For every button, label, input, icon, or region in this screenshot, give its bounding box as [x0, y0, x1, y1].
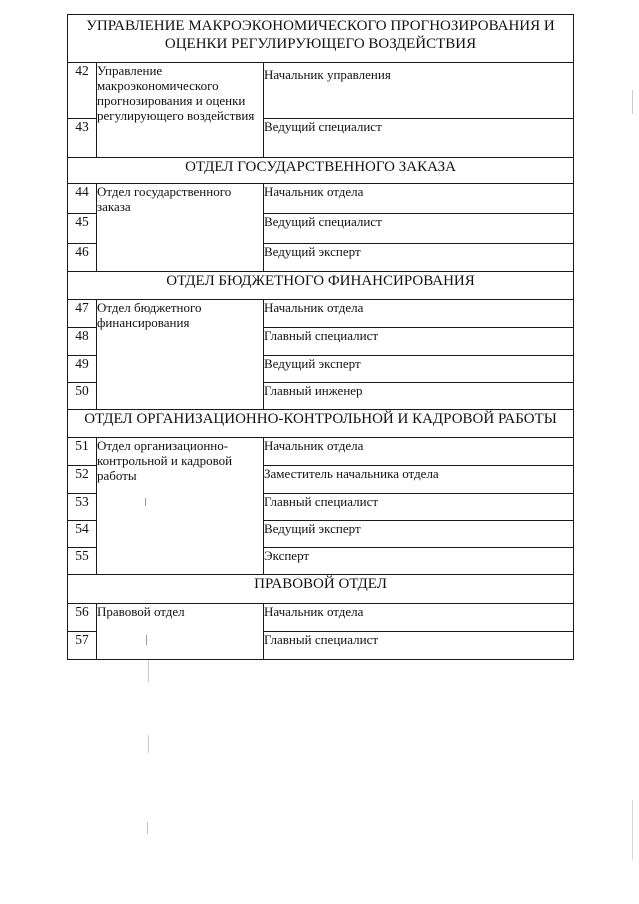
- section-header-row: [68, 15, 574, 63]
- row-number: 46: [68, 244, 97, 272]
- scan-speck: [148, 735, 149, 753]
- position-name: Заместитель начальника отдела: [264, 466, 574, 494]
- row-number: 56: [68, 604, 97, 632]
- department-name: Отдел бюджетного финансирования: [97, 300, 264, 410]
- section-title: ОТДЕЛ БЮДЖЕТНОГО ФИНАНСИРОВАНИЯ: [68, 272, 574, 300]
- section-header-row: [68, 410, 574, 438]
- table-row: [68, 604, 574, 632]
- scan-speck: [145, 498, 146, 506]
- table-row: [68, 300, 574, 328]
- position-name: Главный специалист: [264, 632, 574, 660]
- scan-speck: [632, 90, 633, 114]
- position-name: Начальник управления: [264, 63, 574, 119]
- section-header-row: [68, 272, 574, 300]
- scan-speck: [632, 800, 633, 860]
- position-name: Ведущий эксперт: [264, 244, 574, 272]
- department-name: Управление макроэкономического прогнозирования и оценки регулирующего воздействия: [97, 63, 264, 158]
- row-number: 45: [68, 214, 97, 244]
- scan-speck: [148, 660, 149, 682]
- table-row: [68, 438, 574, 466]
- position-name: Начальник отдела: [264, 184, 574, 214]
- position-name: Ведущий эксперт: [264, 356, 574, 383]
- row-number: 57: [68, 632, 97, 660]
- row-number: 44: [68, 184, 97, 214]
- position-name: Начальник отдела: [264, 438, 574, 466]
- section-title: УПРАВЛЕНИЕ МАКРОЭКОНОМИЧЕСКОГО ПРОГНОЗИРОВАНИЯ И ОЦЕНКИ РЕГУЛИРУЮЩЕГО ВОЗДЕЙСТВИЯ: [68, 15, 574, 63]
- section-title: ПРАВОВОЙ ОТДЕЛ: [68, 575, 574, 604]
- table-row: [68, 63, 574, 119]
- row-number: 53: [68, 494, 97, 521]
- row-number: 49: [68, 356, 97, 383]
- positions-table: [67, 14, 574, 660]
- position-name: Главный инженер: [264, 383, 574, 410]
- scan-speck: [146, 635, 147, 645]
- section-title: ОТДЕЛ ОРГАНИЗАЦИОННО-КОНТРОЛЬНОЙ И КАДРОВОЙ РАБОТЫ: [68, 410, 574, 438]
- position-name: Ведущий эксперт: [264, 521, 574, 548]
- row-number: 43: [68, 119, 97, 158]
- position-name: Начальник отдела: [264, 300, 574, 328]
- position-name: Ведущий специалист: [264, 214, 574, 244]
- row-number: 42: [68, 63, 97, 119]
- position-name: Главный специалист: [264, 328, 574, 356]
- row-number: 54: [68, 521, 97, 548]
- section-header-row: [68, 158, 574, 184]
- position-name: Главный специалист: [264, 494, 574, 521]
- section-header-row: [68, 575, 574, 604]
- section-title: ОТДЕЛ ГОСУДАРСТВЕННОГО ЗАКАЗА: [68, 158, 574, 184]
- row-number: 55: [68, 548, 97, 575]
- scan-speck: [147, 822, 148, 834]
- table-row: [68, 184, 574, 214]
- row-number: 51: [68, 438, 97, 466]
- position-name: Эксперт: [264, 548, 574, 575]
- row-number: 47: [68, 300, 97, 328]
- row-number: 52: [68, 466, 97, 494]
- position-name: Ведущий специалист: [264, 119, 574, 158]
- department-name: Правовой отдел: [97, 604, 264, 660]
- department-name: Отдел организационно-контрольной и кадровой работы: [97, 438, 264, 575]
- department-name: Отдел государственного заказа: [97, 184, 264, 272]
- position-name: Начальник отдела: [264, 604, 574, 632]
- row-number: 48: [68, 328, 97, 356]
- row-number: 50: [68, 383, 97, 410]
